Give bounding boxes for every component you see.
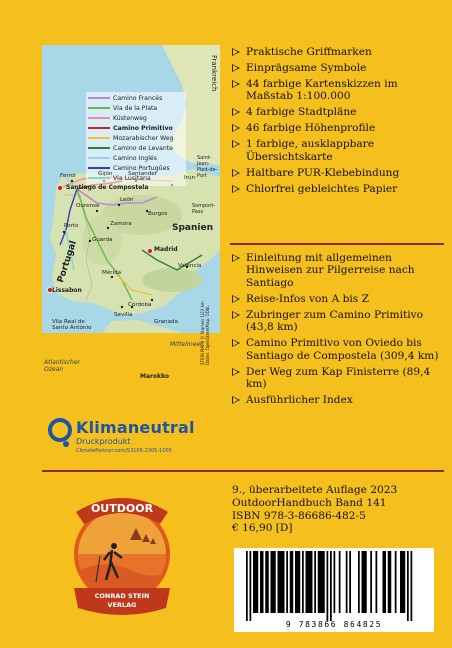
triangle-bullet-icon xyxy=(232,140,240,148)
feature-text: Einprägsame Symbole xyxy=(246,62,367,74)
barcode-bar xyxy=(246,551,248,621)
legend-label: Mozarabischer Weg xyxy=(113,135,174,142)
legend-label: Camino Portugûes xyxy=(113,165,170,172)
feature-text: Der Weg zum Kap Finisterre (89,4 km) xyxy=(246,365,431,391)
logo-bottom-text-1: CONRAD STEIN xyxy=(94,592,150,600)
barcode-bar xyxy=(327,551,329,621)
barcode-bar xyxy=(358,551,360,613)
feature-item xyxy=(232,309,442,334)
legend-swatch xyxy=(88,137,110,139)
barcode-bar xyxy=(286,551,288,613)
map-label-somport: Somport-Pass xyxy=(192,203,216,215)
feature-list-top xyxy=(232,46,442,199)
legend-swatch xyxy=(88,107,110,109)
legend-label: Camino Francés xyxy=(113,95,163,102)
barcode-bar xyxy=(411,551,413,621)
triangle-bullet-icon xyxy=(232,80,240,88)
logo-bottom-text-2: VERLAG xyxy=(107,601,137,609)
triangle-bullet-icon xyxy=(232,124,240,132)
barcode-bar xyxy=(318,551,325,613)
barcode-bar xyxy=(295,551,300,613)
legend-item xyxy=(88,154,157,164)
feature-text: Ausführlicher Index xyxy=(246,394,353,407)
map-label-saint-jean: Saint-Jean-Pied-de-Port xyxy=(197,155,218,179)
barcode-bar xyxy=(278,551,285,613)
barcode-bar xyxy=(271,551,276,613)
triangle-bullet-icon xyxy=(232,185,240,193)
feature-text: Reise-Infos von A bis Z xyxy=(246,292,369,305)
isbn: ISBN 978-3-86686-482-5 xyxy=(232,509,366,522)
overview-map xyxy=(42,45,220,380)
map-label-santander: Santander xyxy=(128,171,157,177)
klimaneutral-title: Klimaneutral xyxy=(76,418,195,437)
barcode-bar xyxy=(376,551,378,613)
triangle-bullet-icon xyxy=(232,64,240,72)
legend-item xyxy=(88,104,157,114)
feature-text: Einleitung mit allgemeinen Hinweisen zur Pilgerreise nach Santiago xyxy=(246,252,415,289)
feature-text: 44 farbige Kartenskizzen im Maßstab 1:100.000 xyxy=(246,78,398,103)
triangle-bullet-icon xyxy=(232,396,240,404)
feature-item xyxy=(232,337,442,362)
legend-item xyxy=(88,144,173,154)
legend-label: Via Lusitana xyxy=(113,175,151,182)
feature-item xyxy=(232,122,442,134)
barcode-bar xyxy=(383,551,387,613)
triangle-bullet-icon xyxy=(232,48,240,56)
barcode-bar xyxy=(400,551,405,613)
map-label-ourense: Ourense xyxy=(76,203,100,209)
barcode-bar xyxy=(260,551,264,613)
legend-item xyxy=(88,134,174,144)
legend-swatch xyxy=(88,177,110,179)
klimaneutral-badge xyxy=(48,414,228,460)
feature-item xyxy=(232,252,442,289)
barcode-bar xyxy=(362,551,367,613)
legend-swatch xyxy=(88,127,110,129)
barcode-bar xyxy=(407,551,409,621)
feature-item xyxy=(232,394,442,406)
barcode-bar xyxy=(334,551,336,613)
map-label-mittelmeer: Mittelmeer xyxy=(170,341,203,348)
legend-label: Camino Primitivo xyxy=(113,125,173,132)
map-label-portugal: Portugal xyxy=(56,239,79,285)
feature-text: Chlorfrei gebleichtes Papier xyxy=(246,182,398,195)
legend-label: Via de la Plata xyxy=(113,105,158,112)
logo-top-text: OUTDOOR xyxy=(90,502,154,515)
barcode-bar xyxy=(346,551,348,613)
feature-text: Zubringer zum Camino Primitivo (43,8 km) xyxy=(246,308,423,334)
barcode-bar xyxy=(330,551,332,621)
barcode-bar xyxy=(290,551,294,613)
feature-text: Haltbare PUR-Klebebindung xyxy=(246,166,400,179)
edition: 9., überarbeitete Auflage 2023 xyxy=(232,484,398,496)
map-label-irun: Irun xyxy=(184,175,196,181)
legend-item xyxy=(88,114,147,124)
map-label-madrid: Madrid xyxy=(154,246,178,253)
separator-1 xyxy=(230,243,444,245)
triangle-bullet-icon xyxy=(232,108,240,116)
map-label-santiago: Santiago de Compostela xyxy=(66,184,149,191)
publisher-logo xyxy=(70,484,174,630)
barcode-bar xyxy=(349,551,351,613)
series: OutdoorHandbuch Band 141 xyxy=(232,496,387,509)
klimaneutral-url: ClimatePartner.com/53105-2305-1005 xyxy=(76,448,172,454)
legend-label: Küstenweg xyxy=(113,115,147,122)
legend-item xyxy=(88,124,173,134)
feature-text: Camino Primitivo von Oviedo bis Santiago de Compostela (309,4 km) xyxy=(246,337,439,362)
feature-item xyxy=(232,167,442,179)
climate-partner-icon xyxy=(48,416,74,452)
triangle-bullet-icon xyxy=(232,254,240,262)
barcode-bars xyxy=(234,551,434,623)
map-label-burgos: Burgos xyxy=(148,211,168,217)
map-label-valencia: Valencia xyxy=(178,263,202,269)
feature-item xyxy=(232,183,442,195)
barcode-bar xyxy=(314,551,316,613)
feature-text: 1 farbige, ausklappbare Übersichtskarte xyxy=(246,138,375,163)
feature-item xyxy=(232,78,442,103)
triangle-bullet-icon xyxy=(232,295,240,303)
map-label-gijon: Gijón xyxy=(98,171,113,177)
barcode-bar xyxy=(306,551,313,613)
map-label-porto: Porto xyxy=(64,223,79,229)
feature-item xyxy=(232,46,442,58)
feature-text: 4 farbige Stadtpläne xyxy=(246,106,357,119)
legend-label: Camino Inglés xyxy=(113,155,157,162)
triangle-bullet-icon xyxy=(232,311,240,319)
legend-swatch xyxy=(88,117,110,119)
barcode-bar xyxy=(265,551,269,613)
feature-text: Praktische Griffmarken xyxy=(246,46,372,58)
map-label-cordoba: Córdoba xyxy=(128,302,152,308)
map-label-atlantik: Atlantischer Ozean xyxy=(44,359,81,373)
map-label-vila-real: Vila Real de Santo António xyxy=(52,319,92,331)
barcode-bar xyxy=(395,551,397,613)
barcode-bar xyxy=(339,551,341,613)
map-label-guarda: Guarda xyxy=(92,237,113,243)
barcode-bar xyxy=(370,551,372,613)
klimaneutral-subtitle: Druckprodukt xyxy=(76,437,131,446)
barcode xyxy=(234,548,434,632)
feature-item xyxy=(232,62,442,74)
barcode-bar xyxy=(253,551,258,613)
map-label-merida: Mérida xyxy=(102,270,122,276)
map-label-ferrol: Ferrol xyxy=(60,173,76,179)
barcode-bar xyxy=(302,551,304,613)
map-label-leon: León xyxy=(120,197,134,203)
legend-swatch xyxy=(88,97,110,99)
feature-text: 46 farbige Höhenprofile xyxy=(246,122,376,135)
map-label-sevilla: Sevilla xyxy=(114,312,133,318)
price: € 16,90 [D] xyxy=(232,522,293,535)
triangle-bullet-icon xyxy=(232,169,240,177)
feature-item xyxy=(232,138,442,163)
legend-swatch xyxy=(88,147,110,149)
map-label-marokko: Marokko xyxy=(140,373,170,380)
legend-swatch xyxy=(88,167,110,169)
map-label-frankreich: Frankreich xyxy=(210,55,218,92)
triangle-bullet-icon xyxy=(232,339,240,347)
map-credit: STEIN MAPS © Stamen 1/23 km Daten: OpenStreetMap, ODbL xyxy=(200,301,210,365)
map-label-lissabon: Lissabon xyxy=(52,287,82,294)
map-label-spanien: Spanien xyxy=(172,223,214,233)
barcode-bar xyxy=(388,551,392,613)
feature-item xyxy=(232,366,442,391)
barcode-digits: 9 783866 864825 xyxy=(285,620,383,629)
feature-item xyxy=(232,106,442,118)
barcode-bar xyxy=(250,551,252,621)
map-label-zamora: Zamora xyxy=(110,221,132,227)
feature-list-bottom xyxy=(232,252,442,410)
book-info xyxy=(232,484,442,535)
map-label-granada: Granada xyxy=(154,319,179,325)
legend-item xyxy=(88,94,162,104)
legend-swatch xyxy=(88,157,110,159)
separator-2 xyxy=(42,470,444,472)
triangle-bullet-icon xyxy=(232,368,240,376)
feature-item xyxy=(232,293,442,305)
legend-label: Camino de Levante xyxy=(113,145,173,152)
